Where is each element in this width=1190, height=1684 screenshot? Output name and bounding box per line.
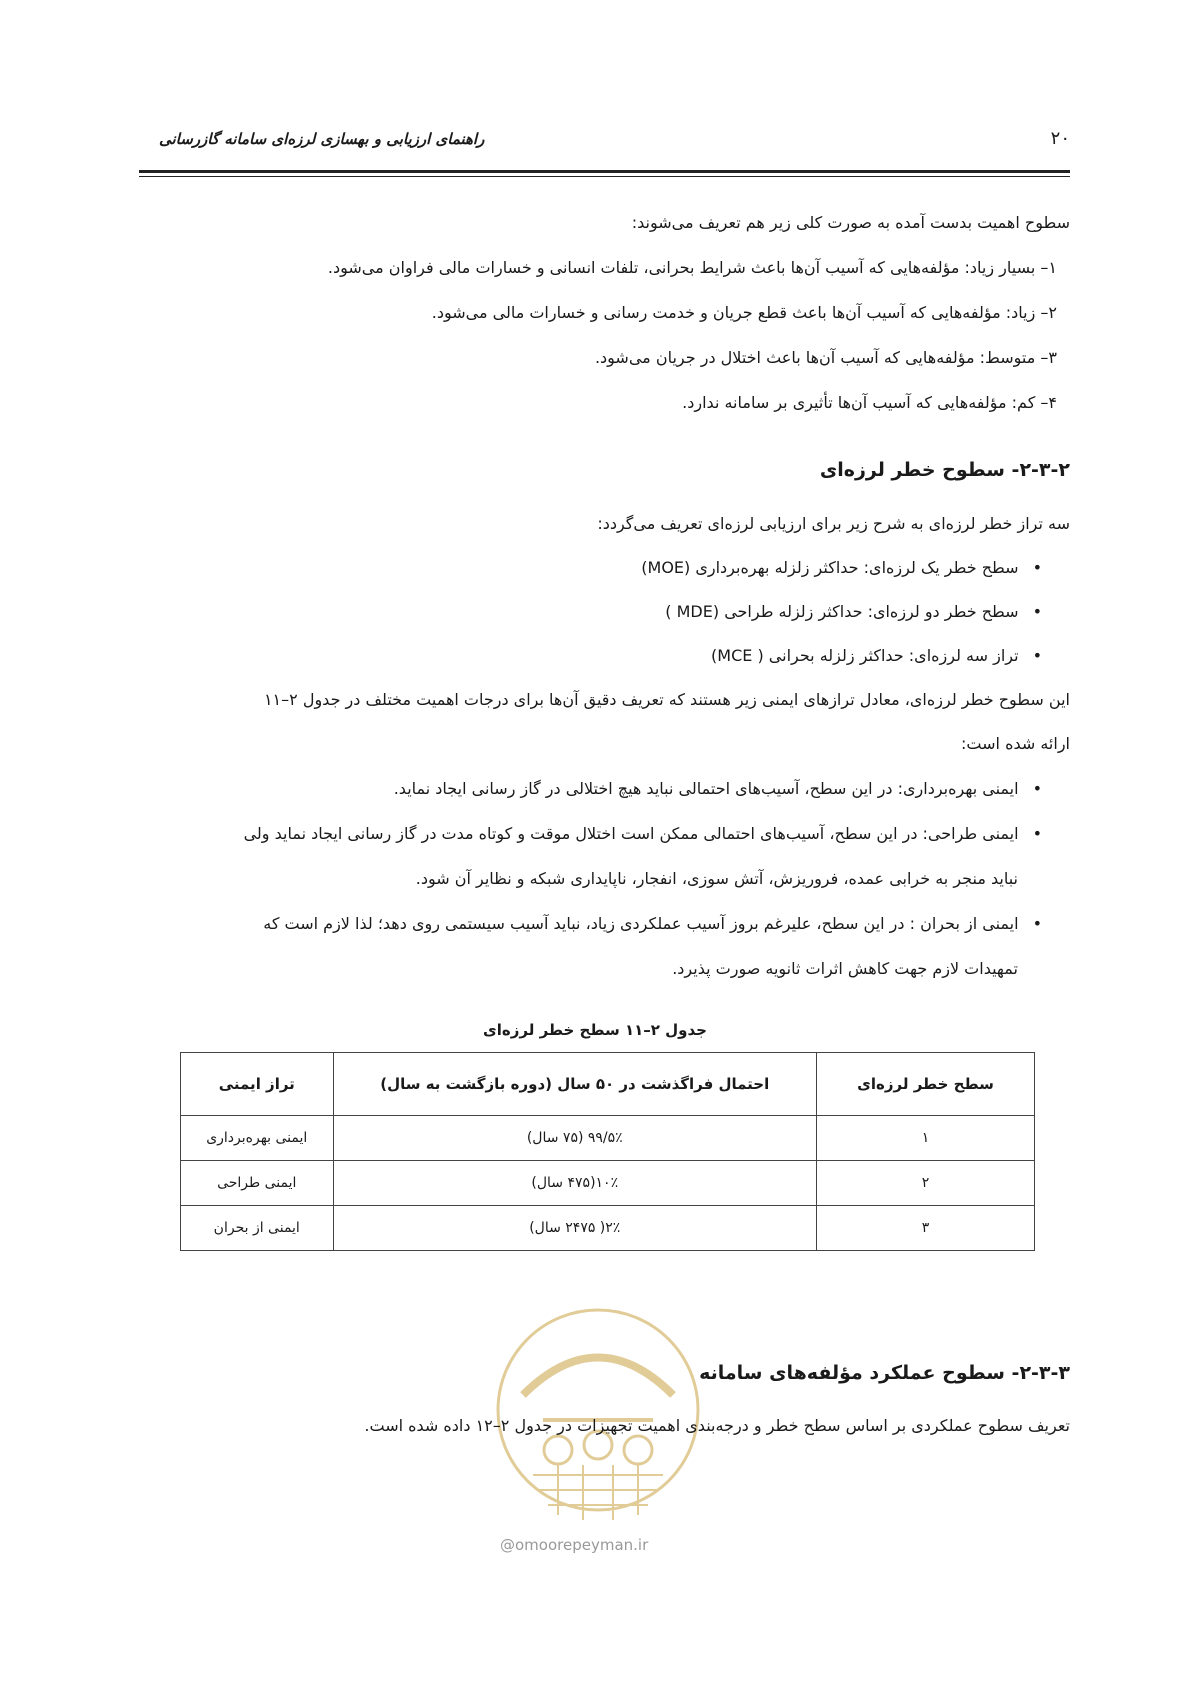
section-lead: سه تراز خطر لرزه‌ای به شرح زیر برای ارزیابی لرزه‌ای تعریف می‌گردد: bbox=[597, 514, 1070, 533]
header-rule-thin bbox=[139, 176, 1070, 177]
paragraph-line: ارائه شده است: bbox=[961, 734, 1070, 753]
hazard-bullet: • تراز سه لرزه‌ای: حداکثر زلزله بحرانی ( MCE) bbox=[711, 646, 1042, 665]
safety-bullet: • ایمنی بهره‌برداری: در این سطح، آسیب‌های احتمالی نباید هیچ اختلالی در گاز رسانی ایجاد نماید. bbox=[394, 779, 1042, 798]
table-cell: ۲٪( ۲۴۷۵ سال) bbox=[333, 1206, 817, 1251]
intro-item: ۱– بسیار زیاد: مؤلفه‌هایی که آسیب آن‌ها باعث شرایط بحرانی، تلفات انسانی و خسارات مالی فراوان می‌شود. bbox=[327, 258, 1057, 277]
intro-lead: سطوح اهمیت بدست آمده به صورت کلی زیر هم تعریف می‌شوند: bbox=[631, 213, 1070, 232]
table-header-cell: احتمال فراگذشت در ۵۰ سال (دوره بازگشت به سال) bbox=[333, 1053, 817, 1116]
safety-bullet-cont: نباید منجر به خرابی عمده، فروریزش، آتش سوزی، انفجار، ناپایداری شبکه و نظایر آن شود. bbox=[415, 869, 1018, 888]
table-cell: ۳ bbox=[817, 1206, 1035, 1251]
table-cell: ۱۰٪(۴۷۵ سال) bbox=[333, 1161, 817, 1206]
table-row bbox=[181, 1206, 1035, 1251]
safety-bullet: • ایمنی طراحی: در این سطح، آسیب‌های احتمالی ممکن است اختلال موقت و کوتاه مدت در گاز رسانی ایجاد نماید ولی bbox=[244, 824, 1042, 843]
intro-item: ۳– متوسط: مؤلفه‌هایی که آسیب آن‌ها باعث اختلال در جریان می‌شود. bbox=[594, 348, 1057, 367]
table-row bbox=[181, 1116, 1035, 1161]
header-rule bbox=[139, 170, 1070, 173]
table-cell: ۱ bbox=[817, 1116, 1035, 1161]
table-cell: ۹۹/۵٪ (۷۵ سال) bbox=[333, 1116, 817, 1161]
running-title: راهنمای ارزیابی و بهسازی لرزه‌ای سامانه گازرسانی bbox=[159, 130, 485, 148]
section-heading: ۲-۳-۳- سطوح عملکرد مؤلفه‌های سامانه bbox=[699, 1362, 1070, 1384]
section-heading: ۲-۳-۲- سطوح خطر لرزه‌ای bbox=[819, 459, 1070, 481]
section-text: تعریف سطوح عملکردی بر اساس سطح خطر و درجه‌بندی اهمیت تجهیزات در جدول ۲–۱۲ داده شده است. bbox=[364, 1416, 1070, 1435]
hazard-bullet: • سطح خطر یک لرزه‌ای: حداکثر زلزله بهره‌برداری (MOE) bbox=[641, 558, 1042, 577]
safety-bullet: • ایمنی از بحران : در این سطح، علیرغم بروز آسیب عملکردی زیاد، نباید آسیب سیستمی روی دهد؛ لذا لازم است که bbox=[263, 914, 1042, 933]
table-caption: جدول ۲–۱۱ سطح خطر لرزه‌ای bbox=[483, 1021, 707, 1039]
page-number: ۲۰ bbox=[1050, 128, 1070, 149]
watermark-text: @omoorepeyman.ir bbox=[500, 1536, 649, 1554]
hazard-table bbox=[180, 1052, 1035, 1251]
hazard-bullet: • سطح خطر دو لرزه‌ای: حداکثر زلزله طراحی (MDE ) bbox=[665, 602, 1042, 621]
table-cell: ایمنی بهره‌برداری bbox=[181, 1116, 334, 1161]
table-header-row bbox=[181, 1053, 1035, 1116]
table-header-cell: سطح خطر لرزه‌ای bbox=[817, 1053, 1035, 1116]
intro-item: ۴– کم: مؤلفه‌هایی که آسیب آن‌ها تأثیری بر سامانه ندارد. bbox=[682, 393, 1057, 412]
paragraph-line: این سطوح خطر لرزه‌ای، معادل ترازهای ایمنی زیر هستند که تعریف دقیق آن‌ها برای درجات اهمیت مختلف در جدول ۲–۱۱ bbox=[263, 690, 1070, 709]
table-header-cell: تراز ایمنی bbox=[181, 1053, 334, 1116]
table-cell: ۲ bbox=[817, 1161, 1035, 1206]
safety-bullet-cont: تمهیدات لازم جهت کاهش اثرات ثانویه صورت پذیرد. bbox=[672, 959, 1018, 978]
table-cell: ایمنی طراحی bbox=[181, 1161, 334, 1206]
intro-item: ۲– زیاد: مؤلفه‌هایی که آسیب آن‌ها باعث قطع جریان و خدمت رسانی و خسارات مالی می‌شود. bbox=[431, 303, 1057, 322]
page-header bbox=[139, 128, 1070, 172]
table-cell: ایمنی از بحران bbox=[181, 1206, 334, 1251]
table-row bbox=[181, 1161, 1035, 1206]
